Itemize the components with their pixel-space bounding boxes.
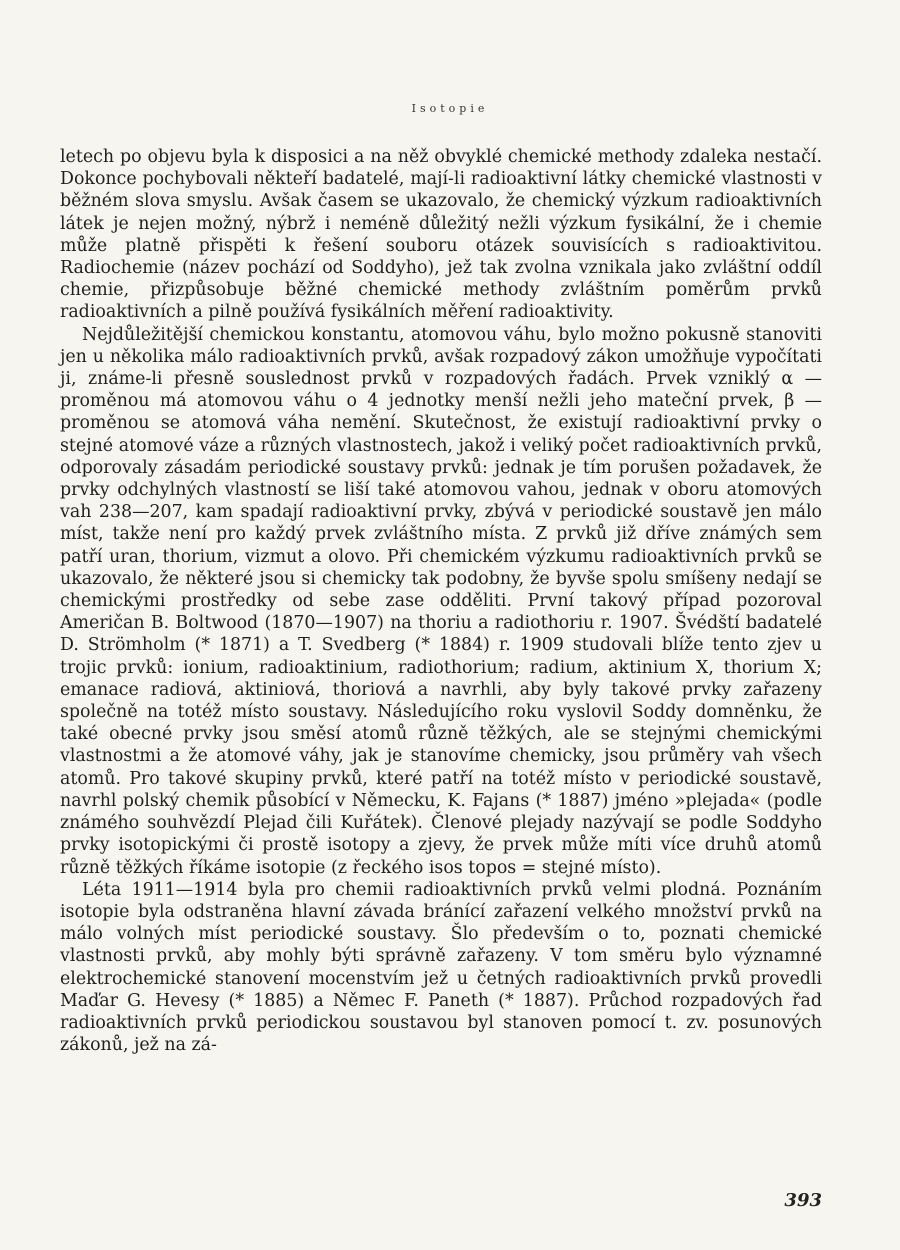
paragraph-2: Nejdůležitější chemickou konstantu, atomovou váhu, bylo možno pokusně stanoviti jen u několika málo radioaktivních prvků, avšak rozpadový zákon umožňuje vypočítati ji, známe-li přesně souslednost prvků v rozpadových řadách. Prvek vzniklý α — proměnou má atomovou váhu o 4 jednotky menší nežli jeho mateční prvek, β — proměnou se atomová váha nemění. Skutečnost, že existují radioaktivní prvky o stejné atomové váze a různých vlastnostech, jakož i veliký počet radioaktivních prvků, odporovaly zásadám periodické soustavy prvků: jednak je tím porušen požadavek, že prvky odchylných vlastností se liší také atomovou vahou, jednak v oboru atomových vah 238—207, kam spadají radioaktivní prvky, zbývá v periodické soustavě jen málo míst, takže není pro každý prvek zvláštního místa. Z prvků již dříve známých sem patří uran, thorium, vizmut a olovo. Při chemickém výzkumu radioaktivních prvků se ukazovalo, že některé jsou si chemicky tak podobny, že byvše spolu smíšeny nedají se chemickými prostředky od sebe zase odděliti. První takový případ pozoroval Američan B. Boltwood (1870—1907) na thoriu a radiothoriu r. 1907. Švédští badatelé D. Strömholm (* 1871) a T. Svedberg (* 1884) r. 1909 studovali blíže tento zjev u trojic prvků: ionium, radioaktinium, radiothorium; radium, aktinium X, thorium X; emanace radiová, aktiniová, thoriová a navrhli, aby byly takové prvky zařazeny společně na totéž místo soustavy. Následujícího roku vyslovil Soddy domněnku, že také obecné prvky jsou směsí atomů různě těžkých, ale se stejnými chemickými vlastnostmi a že atomové váhy, jak je stanovíme chemicky, jsou průměry vah všech atomů. Pro takové skupiny prvků, které patří na totéž místo v periodické soustavě, navrhl polský chemik působící v Německu, K. Fajans (* 1887) jméno »plejada« (podle známého souhvězdí Plejad čili Kuřátek). Členové plejady nazývají se podle Soddyho prvky isotopickými či prostě isotopy a zjevy, že prvek může míti více druhů atomů různě těžkých říkáme isotopie (z řeckého isos topos = stejné místo). (60, 324, 822, 878)
paragraph-3: Léta 1911—1914 byla pro chemii radioaktivních prvků velmi plodná. Poznáním isotopie byla odstraněna hlavní závada bránící zařazení velkého množství prvků na málo volných míst periodické soustavy. Šlo především o to, poznati chemické vlastnosti prvků, aby mohly býti správně zařazeny. V tom směru bylo významné elektrochemické stanovení mocenstvím jež u četných radioaktivních prvků provedli Maďar G. Hevesy (* 1885) a Němec F. Paneth (* 1887). Průchod rozpadových řad radioaktivních prvků periodickou soustavou byl stanoven pomocí t. zv. posunových zákonů, jež na zá- (60, 879, 822, 1056)
running-header: Isotopie (411, 102, 489, 115)
paragraph-1: letech po objevu byla k disposici a na něž obvyklé chemické methody zdaleka nestačí. Dokonce pochybovali někteří badatelé, mají-li radioaktivní látky chemické vlastnosti v běžném slova smyslu. Avšak časem se ukazovalo, že chemický výzkum radioaktivních látek je nejen možný, nýbrž i neméně důležitý nežli výzkum fysikální, že i chemie může platně přispěti k řešení souboru otázek souvisících s radioaktivitou. Radiochemie (název pochází od Soddyho), jež tak zvolna vznikala jako zvláštní oddíl chemie, přizpůsobuje běžné chemické methody zvláštním poměrům prvků radioaktivních a pilně používá fysikálních měření radioaktivity. (60, 147, 822, 323)
body-text (60, 146, 822, 1056)
page-number: 393 (784, 1190, 822, 1211)
